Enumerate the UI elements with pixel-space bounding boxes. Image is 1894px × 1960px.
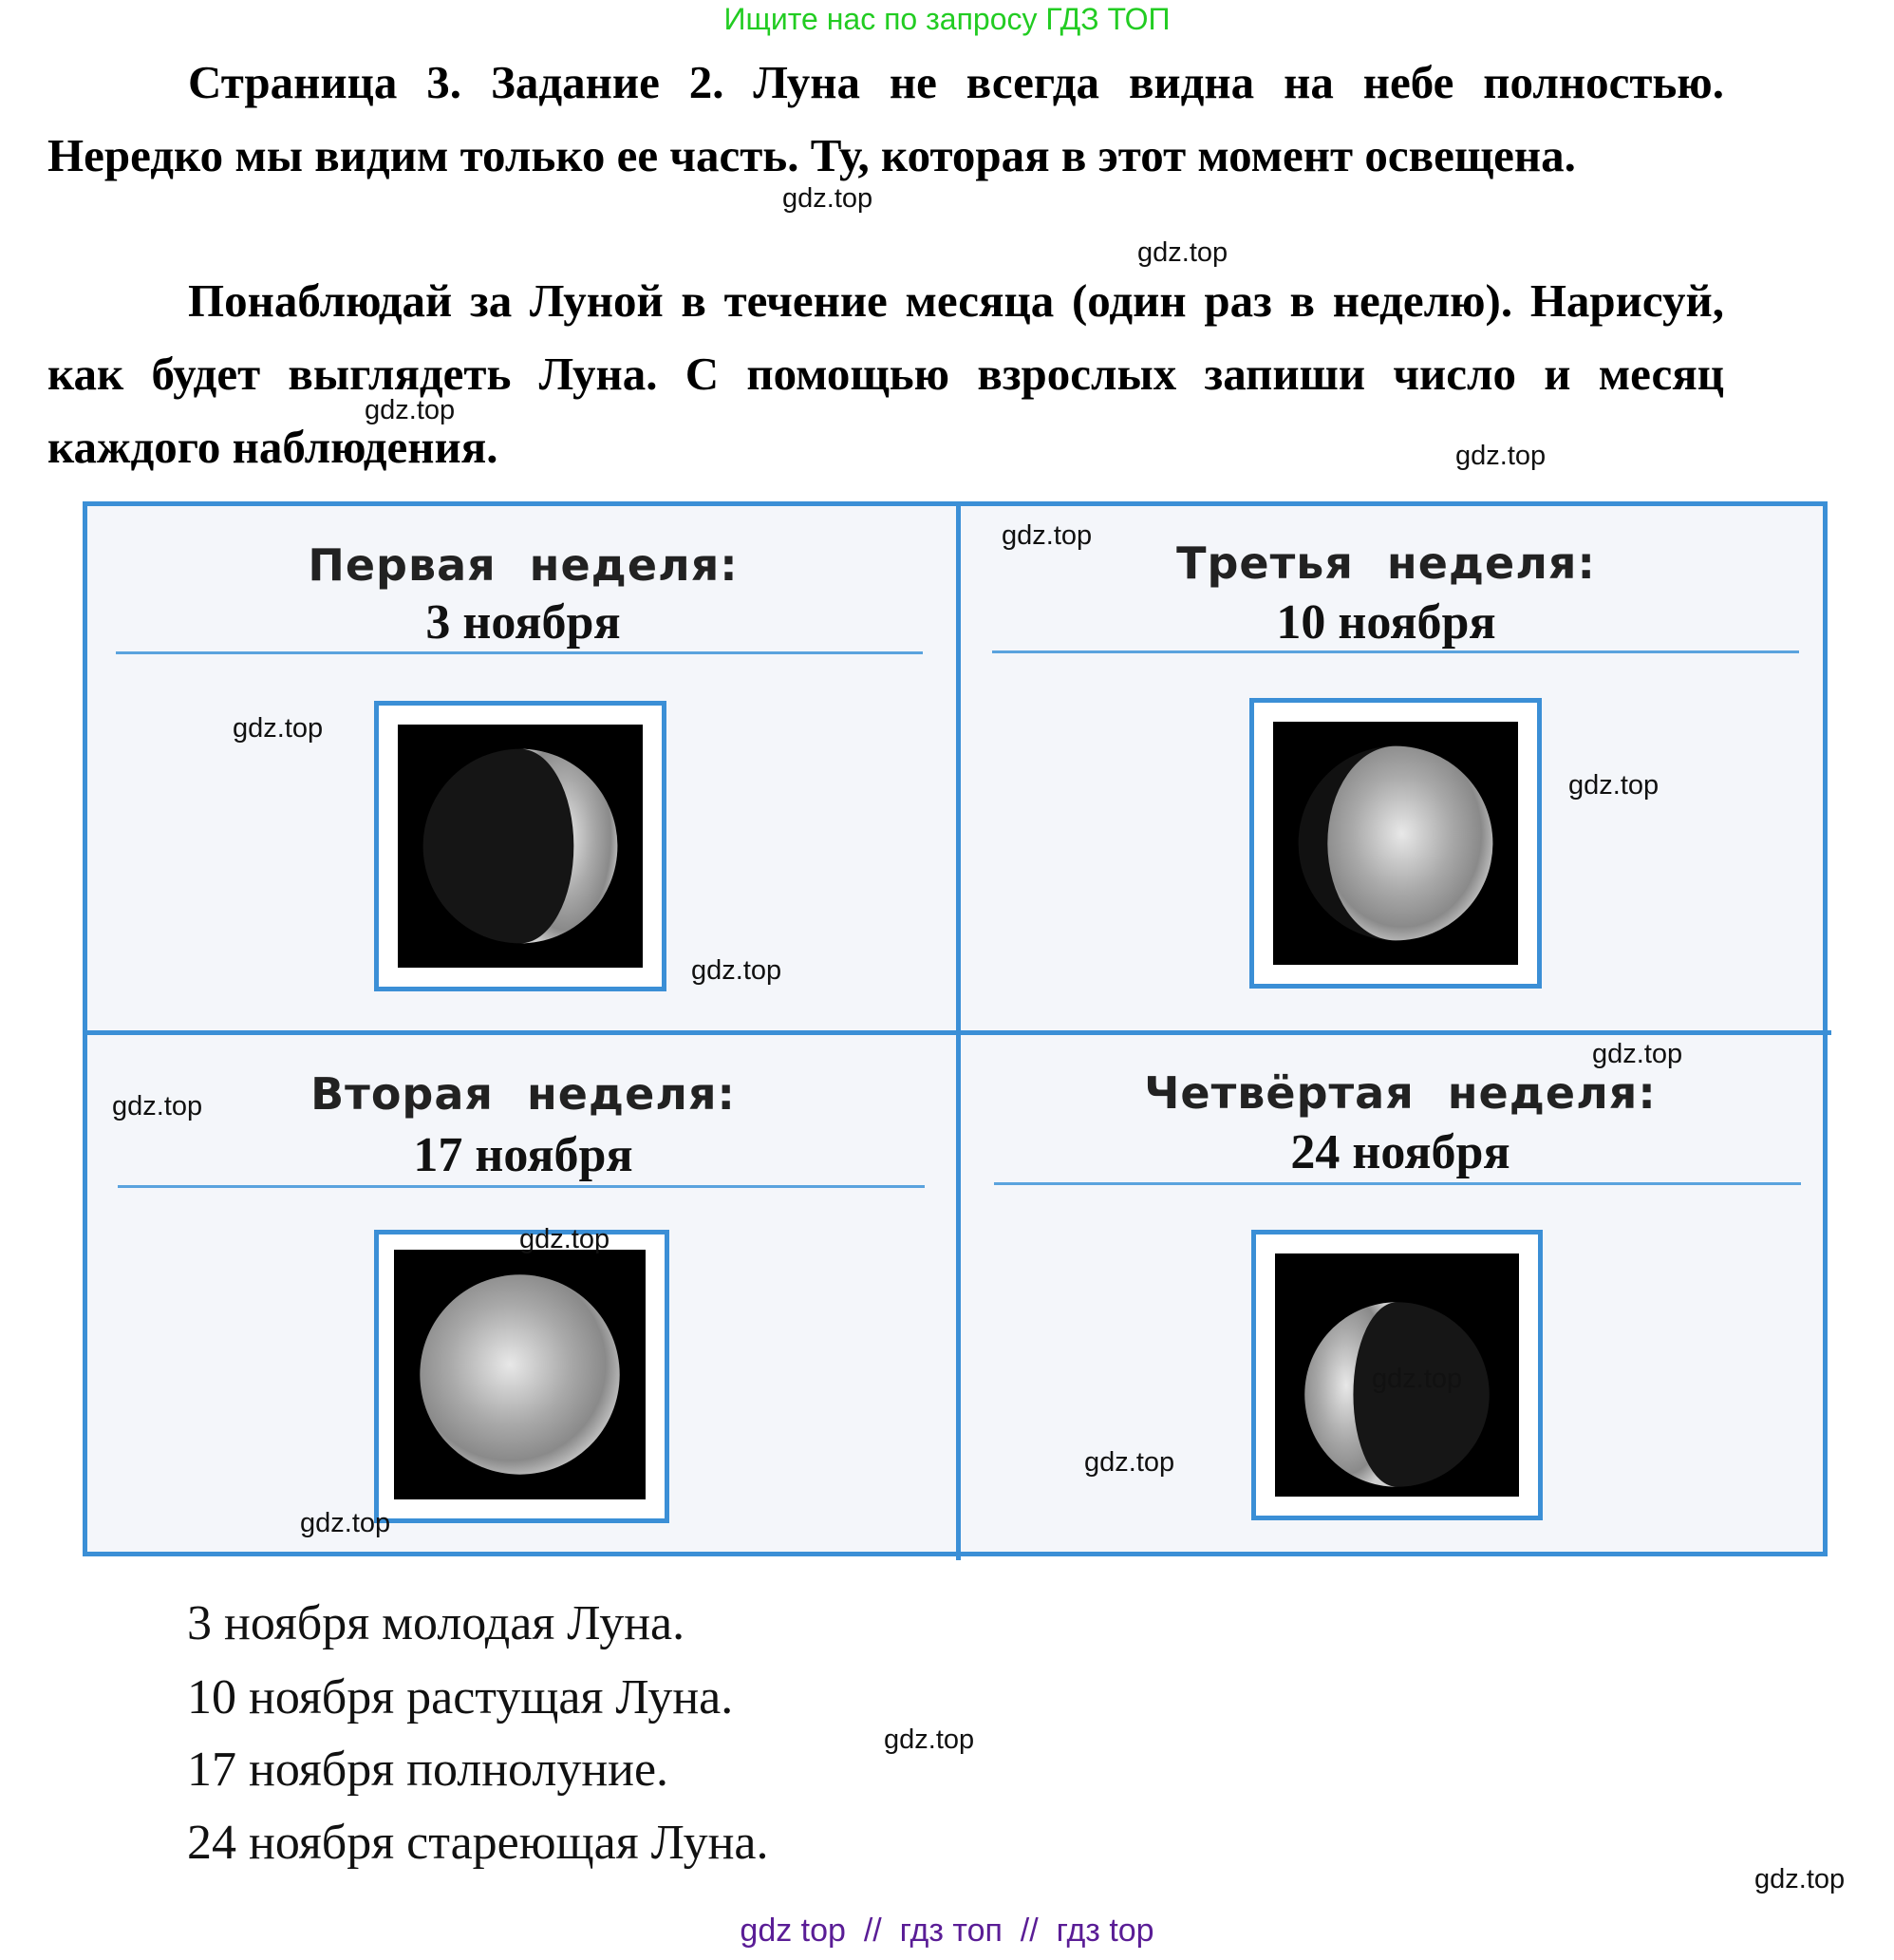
task-paragraph-1-text: Страница 3. Задание 2. Луна не всегда видна на небе полностью. Нередко мы видим только ее часть. Ту, которая в этот момент освещена. [47,56,1724,181]
watermark: gdz.top [1137,237,1228,268]
date-underline [992,650,1799,653]
week-heading: Первая неделя: [308,539,739,591]
watermark: gdz.top [782,183,873,214]
watermark: gdz.top [1568,770,1660,801]
week-date: 17 ноября [413,1128,633,1182]
week-date: 24 ноября [1290,1125,1510,1179]
date-underline [994,1182,1801,1185]
watermark: gdz.top [365,395,456,425]
watermark: gdz.top [884,1724,975,1755]
answer-line: 24 ноября стареющая Луна. [187,1816,769,1870]
watermark: gdz.top [1002,520,1093,551]
watermark: gdz.top [1455,441,1547,471]
watermark: gdz.top [112,1091,203,1121]
table-divider-horizontal [83,1030,1831,1035]
week-heading: Четвёртая неделя: [1144,1067,1657,1119]
moon-picture-frame [374,1230,669,1523]
observation-table [83,501,1828,1556]
watermark: gdz.top [233,713,324,744]
moon-picture-frame [374,701,666,991]
date-underline [116,651,923,654]
search-hint-banner: Ищите нас по запросу ГДЗ ТОП [723,2,1171,36]
watermark: gdz.top [519,1224,610,1254]
week-date: 3 ноября [425,595,621,650]
moon-waxing-crescent-icon [398,725,643,968]
watermark: gdz.top [1592,1039,1683,1069]
moon-waxing-gibbous-icon [1273,722,1518,965]
answer-line: 17 ноября полнолуние. [187,1743,669,1797]
week-heading: Третья неделя: [1176,537,1596,589]
moon-picture-frame [1249,698,1542,989]
watermark: gdz.top [691,955,782,986]
task-paragraph-1 [47,46,1724,192]
footer-text[interactable]: gdz top // гдз топ // гдз top [740,1913,1154,1949]
watermark: gdz.top [1754,1864,1846,1894]
watermark: gdz.top [1084,1447,1175,1478]
task-paragraph-2-text: Понаблюдай за Луной в течение месяца (один раз в неделю). Нарисуй, как будет выглядеть Луна. С помощью взрослых запиши число и месяц каждого наблюдения. [47,274,1724,473]
footer-links[interactable] [0,1913,1894,1950]
watermark: gdz.top [300,1508,391,1538]
date-underline [118,1185,925,1188]
moon-full-icon [394,1250,646,1499]
week-date: 10 ноября [1276,595,1496,650]
answer-line: 10 ноября растущая Луна. [187,1670,734,1724]
week-heading: Вторая неделя: [310,1068,736,1120]
answer-line: 3 ноября молодая Луна. [187,1596,685,1650]
watermark: gdz.top [1372,1364,1463,1394]
